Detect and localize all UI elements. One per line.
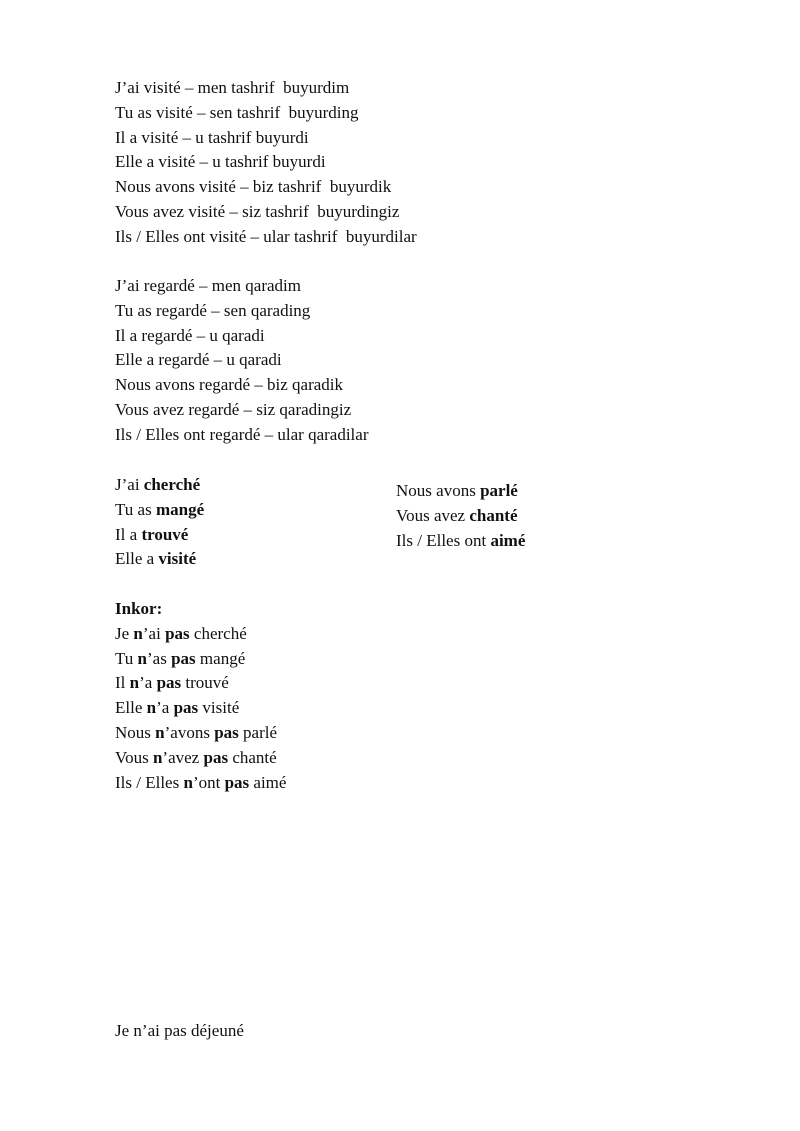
pronoun: Vous avez [396,505,470,525]
text-line: Je n’ai pas déjeuné [115,1021,244,1040]
subject: Je [115,623,134,643]
text-line: Nous avons visité – biz tashrif buyurdik [115,177,392,197]
auxiliary: ’a [156,698,174,718]
text-line: Tu as visité – sen tashrif buyurding [115,102,359,122]
participle: visité [198,698,240,718]
example-line [396,504,525,529]
ne-particle: n [137,648,148,668]
pas-particle: pas [165,623,190,643]
auxiliary: ’ai [142,623,166,643]
participle: aimé [249,772,287,792]
text-line: J’ai visité – men tashrif buyurdim [115,78,350,97]
example-line [396,529,525,554]
text-line: Elle a visité – u tashrif buyurdi [115,152,326,172]
text-line: Tu as regardé – sen qarading [115,300,311,320]
negation-line [115,746,286,771]
pas-particle: pas [156,673,182,693]
text-line: Ils / Elles ont regardé – ular qaradilar [115,424,369,444]
negation-line [115,671,286,696]
text-line: Il a visité – u tashrif buyurdi [115,127,309,147]
conjugation-regarder [115,274,368,448]
participle: chanté [469,505,518,525]
auxiliary: ’a [139,673,157,693]
negation-section [115,597,286,795]
section-heading [115,597,286,622]
ne-particle: n [146,698,157,718]
participle: trouvé [181,673,229,693]
participle: chanté [228,747,277,767]
text-line: Il a regardé – u qaradi [115,325,265,345]
participle: cherché [189,623,247,643]
pronoun: Nous avons [396,481,481,500]
auxiliary: ’avons [164,722,215,742]
negation-line [115,647,286,672]
examples-left-column [115,473,204,572]
participle: parlé [238,722,278,742]
negation-line [115,771,286,796]
negation-line [115,622,286,647]
pas-particle: pas [214,722,239,742]
subject: Elle [115,698,147,718]
participle: mangé [195,648,246,668]
pronoun: Elle a [115,549,159,569]
pronoun: Il a [115,524,142,544]
negation-line [115,721,286,746]
pronoun: J’ai [115,475,144,494]
text-line: Nous avons regardé – biz qaradik [115,375,344,395]
conjugation-visiter [115,76,417,250]
auxiliary: ’avez [162,747,204,767]
participle: aimé [490,530,526,550]
subject: Nous [115,722,156,742]
text-line: Elle a regardé – u qaradi [115,350,282,370]
text-line: J’ai regardé – men qaradim [115,276,301,295]
pas-particle: pas [173,698,199,718]
pas-particle: pas [171,648,196,668]
example-line [115,473,204,498]
heading-text: Inkor: [115,599,163,618]
examples-right-column [396,479,525,553]
example-line [115,498,204,523]
subject: Vous [115,747,153,767]
auxiliary: ’as [147,648,172,668]
ne-particle: n [183,772,193,792]
example-line [115,547,204,572]
ne-particle: n [129,673,140,693]
participle: cherché [143,475,201,494]
subject: Il [115,673,130,693]
ne-particle: n [155,722,165,742]
participle: mangé [155,499,205,519]
pronoun: Tu as [115,499,156,519]
text-line: Vous avez visité – siz tashrif buyurdingiz [115,201,400,221]
subject: Tu [115,648,138,668]
negation-line [115,696,286,721]
example-line [396,479,525,504]
ne-particle: n [152,747,163,767]
closing-sentence [115,1019,244,1044]
text-line: Vous avez regardé – siz qaradingiz [115,399,352,419]
subject: Ils / Elles [115,772,184,792]
participle: visité [158,549,197,569]
text-line: Ils / Elles ont visité – ular tashrif buyurdilar [115,226,417,246]
participle: trouvé [141,524,189,544]
pas-particle: pas [224,772,250,792]
example-line [115,523,204,548]
pas-particle: pas [203,747,229,767]
participle: parlé [480,481,518,500]
ne-particle: n [133,623,143,643]
auxiliary: ’ont [192,772,225,792]
pronoun: Ils / Elles ont [396,530,491,550]
